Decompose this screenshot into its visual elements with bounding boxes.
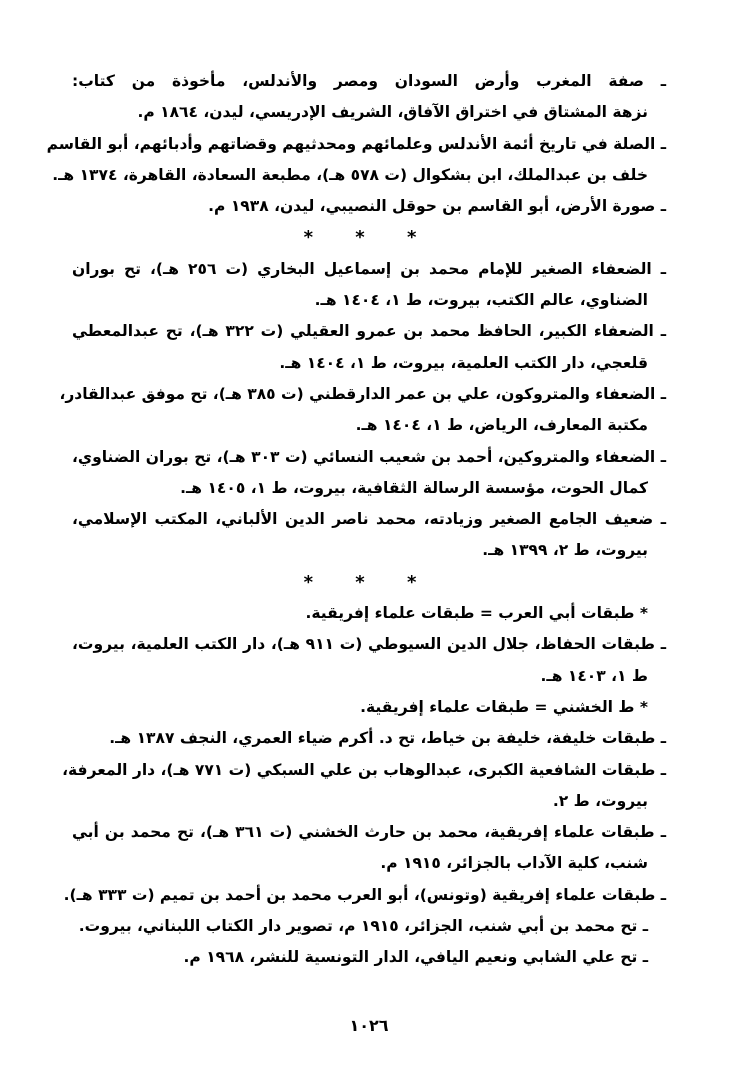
bibliography-line: ـ الضعفاء والمتروكين، أحمد بن شعيب النسائي (ت ٣٠٣ هـ)، تح بوران الضناوي، (72, 447, 666, 466)
bibliography-line: ـ صفة المغرب وأرض السودان ومصر والأندلس، مأخوذة من كتاب: (72, 72, 666, 90)
bibliography-line: بيروت، ط ٢، ١٣٩٩ هـ. (482, 541, 648, 560)
bibliography-line: بيروت، ط ٢. (552, 791, 648, 810)
bibliography-line: ـ ضعيف الجامع الصغير وزيادته، محمد ناصر الدين الألباني، المكتب الإسلامي، (72, 510, 666, 529)
bibliography-line: مكتبة المعارف، الرياض، ط ١، ١٤٠٤ هـ. (355, 416, 648, 435)
bibliography-line: ط ١، ١٤٠٣ هـ. (540, 666, 648, 685)
bibliography-line: ـ طبقات الحفاظ، جلال الدين السيوطي (ت ٩١١ هـ)، دار الكتب العلمية، بيروت، (72, 635, 666, 654)
bibliography-line: ـ طبقات خليفة، خليفة بن خياط، تح د. أكرم ضياء العمري، النجف ١٣٨٧ هـ. (109, 729, 666, 748)
section-separator: * * * (303, 571, 435, 593)
bibliography-line: ـ الصلة في تاريخ أئمة الأندلس وعلمائهم ومحدثيهم وقضاتهم وأدبائهم، أبو القاسم (46, 134, 666, 153)
bibliography-line: ـ طبقات علماء إفريقية، محمد بن حارث الخشني (ت ٣٦١ هـ)، تح محمد بن أبي (72, 823, 666, 842)
bibliography-line: كمال الحوت، مؤسسة الرسالة الثقافية، بيروت، ط ١، ١٤٠٥ هـ. (180, 478, 648, 497)
bibliography-line: الضناوي، عالم الكتب، بيروت، ط ١، ١٤٠٤ هـ. (314, 291, 648, 310)
section-separator: * * * (303, 227, 435, 249)
bibliography-line: قلعجي، دار الكتب العلمية، بيروت، ط ١، ١٤٠٤ هـ. (279, 353, 648, 372)
bibliography-line: ـ الضعفاء والمتروكون، علي بن عمر الدارقطني (ت ٣٨٥ هـ)، تح موفق عبدالقادر، (59, 384, 666, 403)
page-number: ١٠٢٦ (349, 1016, 389, 1035)
bibliography-line: * ط الخشني = طبقات علماء إفريقية. (360, 697, 648, 716)
bibliography-line: ـ طبقات الشافعية الكبرى، عبدالوهاب بن علي السبكي (ت ٧٧١ هـ)، دار المعرفة، (62, 760, 666, 779)
bibliography-line: * طبقات أبي العرب = طبقات علماء إفريقية. (305, 604, 648, 623)
bibliography-line: نزهة المشتاق في اختراق الآفاق، الشريف الإدريسي، ليدن، ١٨٦٤ م. (137, 103, 648, 122)
bibliography-line: ـ صورة الأرض، أبو القاسم بن حوقل النصيبي، ليدن، ١٩٣٨ م. (208, 197, 666, 216)
bibliography-line: ـ تح محمد بن أبي شنب، الجزائر، ١٩١٥ م، تصوير دار الكتاب اللبناني، بيروت. (78, 917, 648, 936)
bibliography-list (46, 66, 667, 974)
bibliography-line: ـ الضعفاء الصغير للإمام محمد بن إسماعيل البخاري (ت ٢٥٦ هـ)، تح بوران (72, 259, 667, 278)
bibliography-line: ـ الضعفاء الكبير، الحافظ محمد بن عمرو العقيلي (ت ٣٢٢ هـ)، تح عبدالمعطي (72, 322, 666, 341)
bibliography-line: شنب، كلية الآداب بالجزائر، ١٩١٥ م. (380, 854, 648, 873)
bibliography-line: خلف بن عبدالملك، ابن بشكوال (ت ٥٧٨ هـ)، مطبعة السعادة، القاهرة، ١٣٧٤ هـ. (52, 165, 648, 184)
bibliography-line: ـ طبقات علماء إفريقية (وتونس)، أبو العرب محمد بن أحمد بن تميم (ت ٣٣٣ هـ). (63, 885, 666, 904)
bibliography-line: ـ تح علي الشابي ونعيم اليافي، الدار التونسية للنشر، ١٩٦٨ م. (183, 948, 648, 967)
